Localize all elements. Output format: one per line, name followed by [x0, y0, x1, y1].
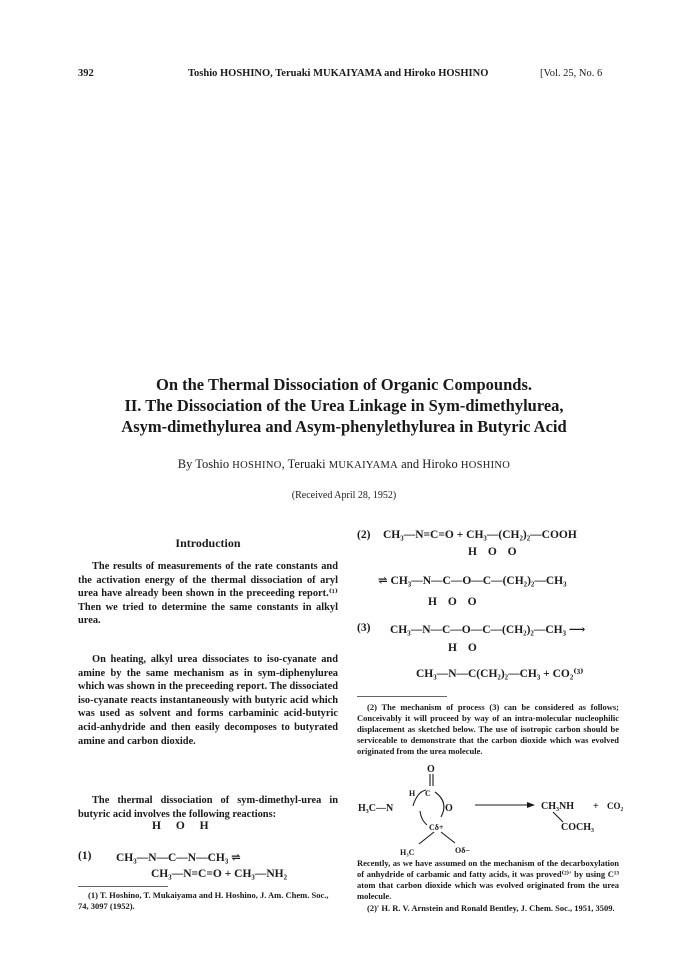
running-header-authors: Toshio HOSHINO, Teruaki MUKAIYAMA and Hiroko HOSHINO: [188, 68, 489, 79]
eq3-line1: CH₃—N—C—O—C—(CH₂)₂—CH₃ ⟶: [390, 624, 586, 636]
author3-last: HOSHINO: [460, 460, 511, 471]
footnote-1: (1) T. Hoshino, T. Mukaiyama and H. Hoshino, J. Am. Chem. Soc., 74, 3097 (1952).: [78, 890, 329, 911]
intro-paragraph-2: On heating, alkyl urea dissociates to iso-cyanate and amine by the same mechanism as in sym-diphenylurea which was shown in the preceeding report. The dissociated iso-cyanate reacts instantaneously with butyric acid which was used as solvent and forms carbaminic acid-butyric acid-anhydride and then easily decomposes to butyrated amine and carbon dioxide.: [78, 654, 338, 747]
eq1-line1: CH₃—N—C—N—CH₃ ⇌: [116, 852, 241, 864]
bond-nh-coch3: [553, 812, 563, 822]
mechanism-diagram: [357, 762, 624, 858]
eq2-line2: ⇌ CH₃—N—C—O—C—(CH₂)₂—CH₃: [378, 575, 567, 587]
mech-o-delta: Oδ−: [455, 846, 470, 855]
footnote-2: (2) The mechanism of process (3) can be considered as follows; Conceivably it will proceed by way of an intra-molecular nucleophilic displacement as sketched below. The use of isotropic carbon should be serviceable to demonstrate that the carbon dioxide which was evolved originated from the urea molecule.: [357, 702, 619, 756]
eq1-top-labels: H O H: [152, 820, 215, 832]
curved-arrow-left: [420, 811, 427, 825]
byline-and: and: [401, 457, 420, 471]
eq3-top-labels-2: H O: [448, 642, 481, 654]
mech-c-delta: Cδ+: [429, 823, 444, 832]
mech-c-top: C: [425, 789, 431, 798]
mech-h: H: [409, 789, 416, 798]
author2-first: Teruaki: [287, 457, 326, 471]
footnote-rule-left: [78, 886, 168, 887]
author3-first: Hiroko: [422, 457, 458, 471]
mech-o-mid: O: [445, 803, 453, 814]
bond-c-h3c: [419, 832, 434, 844]
recently-note: Recently, as we have assumed on the mechanism of the decarboxylation of anhydride of carbamic and fatty acids, it was proved⁽²⁾′ by using C¹³ atom that carbon dioxide which was evolved originated from the urea molecule.: [357, 858, 619, 901]
eq1-line2: CH₃—N=C=O + CH₃—NH₂: [151, 868, 288, 880]
mech-product1b: COCH₃: [561, 822, 594, 833]
intro-paragraph-1: The results of measurements of the rate constants and the activation energy of the thermal dissociation of aryl urea have already been shown in the preceeding report.⁽¹⁾ Then we tried to determine the same constants in alkyl urea.: [78, 561, 338, 627]
author2-last: MUKAIYAMA: [328, 460, 398, 471]
running-header-volume: [Vol. 25, No. 6: [540, 68, 603, 79]
received-date: (Received April 28, 1952): [291, 490, 397, 501]
arrow-head: [527, 802, 535, 808]
footnote-2-prime: (2)′ H. R. V. Arnstein and Ronald Bentley, J. Chem. Soc., 1951, 3509.: [367, 903, 615, 913]
eq3-number: (3): [357, 622, 371, 634]
eq3-top-labels: H O O: [428, 596, 481, 608]
eq1-number: (1): [78, 850, 92, 862]
eq2-line1: CH₃—N=C=O + CH₃—(CH₂)₂—COOH: [383, 529, 577, 541]
footnote-rule-right: [357, 696, 447, 697]
mech-product2: CO₂: [607, 801, 624, 811]
paper-title-line2: II. The Dissociation of the Urea Linkage in Sym-dimethylurea,: [124, 396, 564, 415]
curved-arrow-right: [435, 792, 444, 817]
mech-o-top: O: [427, 764, 435, 775]
page-number: 392: [78, 68, 94, 79]
mech-n-label: H₃C—N: [358, 803, 394, 814]
bond-c-o: [441, 832, 455, 843]
byline-by: By: [177, 457, 193, 471]
byline: By Toshio HOSHINO, Teruaki MUKAIYAMA and Hiroko HOSHINO: [177, 457, 511, 471]
paper-title-line3: Asym-dimethylurea and Asym-phenylethylurea in Butyric Acid: [121, 417, 567, 436]
author1-last: HOSHINO: [232, 460, 282, 471]
author1-first: Toshio: [195, 457, 230, 471]
intro-paragraph-3: The thermal dissociation of sym-dimethyl-urea in butyric acid involves the following reactions:: [78, 795, 338, 820]
mech-plus: +: [593, 801, 599, 812]
paper-title-line1: On the Thermal Dissociation of Organic Compounds.: [155, 375, 533, 394]
mech-product1: CH₃NH: [541, 801, 574, 812]
eq2-number: (2): [357, 529, 371, 541]
eq2-top-labels: H O O: [468, 546, 521, 558]
mech-h3c: H₃C: [400, 848, 415, 857]
eq3-line2: CH₃—N—C(CH₂)₂—CH₃ + CO₂⁽³⁾: [416, 668, 584, 680]
section-heading-introduction: Introduction: [175, 536, 241, 550]
